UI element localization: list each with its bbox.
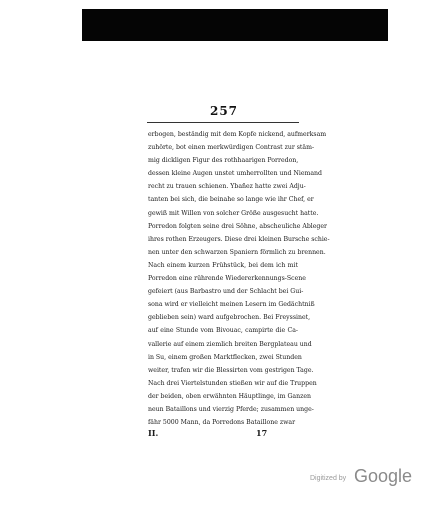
text-line: Porredon eine rührende Wiedererkennungs-Scene — [148, 275, 306, 283]
text-line: tanten bei sich, die beinahe so lange wie ihr Chef, er — [148, 196, 314, 204]
digitized-watermark — [310, 466, 420, 488]
text-line: Porredon folgten seine drei Söhne, abscheuliche Ableger — [148, 222, 328, 230]
text-line: auf eine Stunde vom Bivouac, campirte die Ca- — [148, 327, 298, 335]
text-line: gewiß mit Willen von solcher Größe ausgesucht hatte. — [148, 209, 319, 217]
redaction-bar — [82, 9, 388, 41]
watermark-brand: Google — [354, 466, 413, 486]
text-line: nen unter den schwarzen Spaniern förmlich zu brennen. — [148, 248, 326, 256]
text-line: dessen kleine Augen unstet umherrollten und Niemand — [148, 170, 322, 178]
text-line: Nach einem kurzen Frühstück, bei dem ich mit — [148, 261, 298, 269]
page-number: 257 — [209, 104, 239, 118]
text-line: Nach drei Viertelstunden stießen wir auf die Truppen — [148, 379, 317, 387]
text-line: geblieben sein) ward aufgebrochen. Bei Freyssinet, — [148, 314, 311, 322]
text-line: gefeiert (aus Barbastro und der Schlacht bei Gui- — [148, 288, 304, 296]
text-line: vallerie auf einem ziemlich breiten Bergplateau und — [148, 340, 312, 348]
text-line: erbogen, beständig mit dem Kopfe nickend, aufmerksam — [148, 131, 327, 138]
text-line: recht zu trauen schienen. Ybañez hatte zwei Adju- — [148, 183, 306, 191]
page-footer — [148, 428, 298, 440]
text-line: mig dickligen Figur des rothhaarigen Porredon, — [148, 157, 299, 165]
signature-mark: II. — [148, 428, 159, 438]
text-line: fähr 5000 Mann, da Porredons Bataillone zwar — [148, 419, 296, 427]
header-rule — [147, 122, 299, 123]
body-text — [148, 128, 330, 429]
text-line: zuhörte, bot einen merkwürdigen Contrast zur stäm- — [148, 144, 315, 152]
sheet-number: 17 — [256, 428, 268, 438]
text-line: neun Bataillons und vierzig Pferde; zusammen unge- — [148, 405, 314, 413]
watermark-label: Digitized by — [310, 475, 347, 482]
text-line: ihres rothen Erzeugers. Diese drei kleinen Bursche schie- — [148, 235, 330, 243]
text-line: der beiden, oben erwähnten Häuptlinge, im Ganzen — [148, 392, 312, 400]
text-line: weiter, trafen wir die Blessirten vom gestrigen Tage. — [148, 366, 314, 374]
text-line: sona wird er vielleicht meinen Lesern im Gedächtniß — [148, 301, 315, 309]
text-line: in Su, einem großen Marktflecken, zwei Stunden — [148, 353, 302, 361]
